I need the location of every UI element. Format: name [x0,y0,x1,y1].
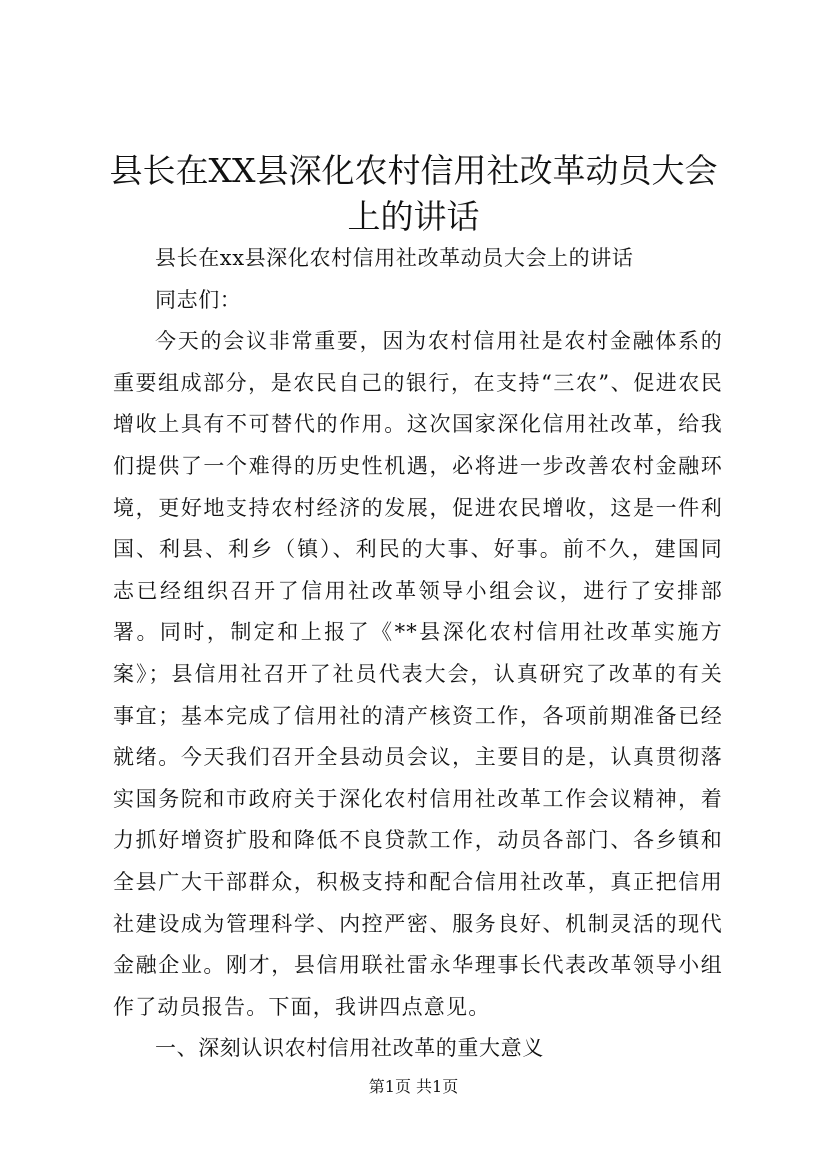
body-paragraph: 今天的会议非常重要，因为农村信用社是农村金融体系的重要组成部分，是农民自己的银行，在支持“三农”、促进农民增收上具有不可替代的作用。这次国家深化信用社改革，给我们提供了一个难得的历史性机遇，必将进一步改善农村金融环境，更好地支持农村经济的发展，促进农民增收，这是一件利国、利县、利乡（镇）、利民的大事、好事。前不久，建国同志已经组织召开了信用社改革领导小组会议，进行了安排部署。同时，制定和上报了《**县深化农村信用社改革实施方案》；县信用社召开了社员代表大会，认真研究了改革的有关事宜；基本完成了信用社的清产核资工作，各项前期准备已经就绪。今天我们召开全县动员会议，主要目的是，认真贯彻落实国务院和市政府关于深化农村信用社改革工作会议精神，着力抓好增资扩股和降低不良贷款工作，动员各部门、各乡镇和全县广大干部群众，积极支持和配合信用社改革，真正把信用社建设成为管理科学、内控严密、服务良好、机制灵活的现代金融企业。刚才，县信用联社雷永华理事长代表改革领导小组作了动员报告。下面，我讲四点意见。 [113,329,723,1019]
section-heading: 一、深刻认识农村信用社改革的重大意义 [155,1036,544,1061]
salutation: 同志们： [155,287,242,312]
document-body [113,238,723,1070]
page-footer: 第1页 共1页 [368,1077,459,1096]
document-title: 县长在XX县深化农村信用社改革动员大会上的讲话 [109,151,718,236]
document-subtitle: 县长在xx县深化农村信用社改革动员大会上的讲话 [155,246,634,270]
